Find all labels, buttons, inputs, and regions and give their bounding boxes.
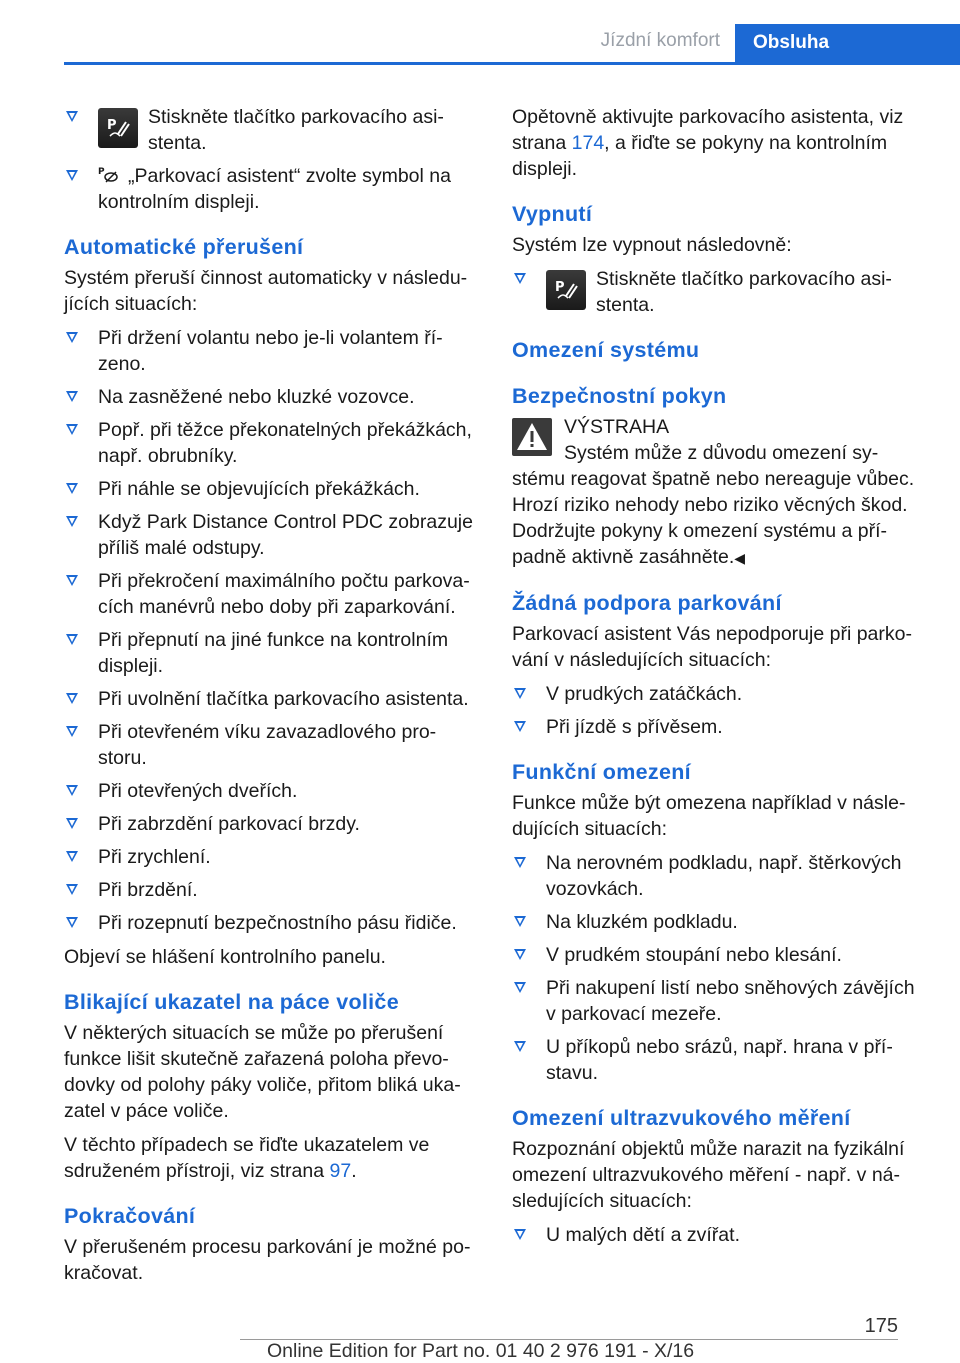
list-item — [64, 163, 482, 215]
paragraph: Parkovací asistent Vás nepodporuje při parko‐ vání v následujících situacích: — [512, 623, 912, 671]
list-triangle-icon — [66, 818, 78, 829]
heading-continuation: Pokračování — [64, 1204, 196, 1228]
text: . — [351, 1160, 357, 1182]
list-item-text: Při rozepnutí bezpečnostního pásu řidiče. — [98, 912, 457, 934]
list-triangle-icon — [66, 111, 78, 122]
list-triangle-icon — [66, 424, 78, 435]
warning-icon — [512, 418, 552, 456]
paragraph: Systém lze vypnout následovně: — [512, 234, 792, 256]
list-triangle-icon — [514, 721, 526, 732]
list-item-text: U malých dětí a zvířat. — [546, 1224, 740, 1246]
list-item-text: Při otevřeném víku zavazadlového pro‐ storu. — [98, 721, 437, 769]
list-triangle-icon — [514, 857, 526, 868]
list-triangle-icon — [66, 170, 78, 181]
list-triangle-icon — [66, 332, 78, 343]
list-item — [64, 910, 482, 936]
list-item — [64, 627, 482, 679]
list-triangle-icon — [66, 693, 78, 704]
functional-limits-list — [512, 850, 927, 1086]
heading-safety-note: Bezpečnostní pokyn — [512, 384, 727, 408]
heading-system-limits: Omezení systému — [512, 338, 700, 362]
list-item — [512, 266, 927, 318]
list-item — [64, 686, 482, 712]
warning-title: VÝSTRAHA — [564, 416, 670, 438]
edition-note: Online Edition for Part no. 01 40 2 976 191 - X/16 — [267, 1340, 695, 1362]
list-triangle-icon — [66, 391, 78, 402]
paragraph: Systém přeruší činnost automaticky v následu‐ jících situacích: — [64, 267, 468, 315]
list-item — [64, 719, 482, 771]
list-triangle-icon — [66, 851, 78, 862]
list-triangle-icon — [514, 1229, 526, 1240]
list-item-text: Při jízdě s přívěsem. — [546, 716, 723, 738]
switch-off-steps — [512, 266, 927, 318]
list-item-text: Popř. při těžce překonatelných překážkách, např. obrubníky. — [98, 419, 472, 467]
list-item — [512, 681, 927, 707]
list-triangle-icon — [66, 575, 78, 586]
list-item — [64, 476, 482, 502]
text: Systém může z důvodu omezení sy‐ stému reagovat špatně nebo nereaguje vůbec. Hrozí riziko nehody nebo riziko věcných škod. Dodržujte pokyny k omezení systému a pří‐ padně aktivně zasáhněte. — [512, 442, 915, 568]
svg-text:P: P — [98, 167, 105, 177]
list-item-text: Na zasněžené nebo kluzké vozovce. — [98, 386, 415, 408]
text: , a řiďte se pokyny na kontrolním displeji. — [512, 132, 888, 180]
activation-steps — [64, 104, 482, 215]
list-item-text: Na nerovném podkladu, např. štěrkových vozovkách. — [546, 852, 902, 900]
paragraph — [512, 104, 927, 182]
list-item-text: Při překročení maximálního počtu parkova‐ cích manévrů nebo doby při zaparkování. — [98, 570, 470, 618]
page-link-174[interactable]: 174 — [571, 132, 605, 154]
list-item — [64, 778, 482, 804]
list-item — [512, 850, 927, 902]
list-triangle-icon — [66, 884, 78, 895]
heading-automatic-interruption: Automatické přerušení — [64, 235, 304, 259]
left-column — [64, 104, 482, 1294]
warning-text — [512, 440, 927, 571]
list-item — [64, 844, 482, 870]
page-number: 175 — [864, 1315, 898, 1337]
ultrasonic-limits-list — [512, 1222, 927, 1248]
list-triangle-icon — [66, 726, 78, 737]
list-item — [64, 104, 482, 156]
list-triangle-icon — [514, 1041, 526, 1052]
list-triangle-icon — [514, 982, 526, 993]
list-item-text: Stiskněte tlačítko parkovacího asi‐ stenta. — [148, 106, 444, 154]
list-item-text: Při náhle se objevujících překážkách. — [98, 478, 420, 500]
right-column — [512, 104, 927, 1256]
list-item — [64, 877, 482, 903]
list-item — [512, 909, 927, 935]
warning-block — [512, 414, 927, 571]
list-item — [64, 568, 482, 620]
list-triangle-icon — [514, 949, 526, 960]
list-triangle-icon — [66, 516, 78, 527]
page-link-97[interactable]: 97 — [329, 1160, 352, 1182]
parking-button-icon — [98, 108, 138, 148]
list-triangle-icon — [66, 785, 78, 796]
list-item — [512, 975, 927, 1027]
list-item — [512, 1222, 927, 1248]
list-item-text: V prudkých zatáčkách. — [546, 683, 743, 705]
list-item-text: Při otevřených dveřích. — [98, 780, 298, 802]
svg-text:P: P — [107, 118, 117, 133]
paragraph: Funkce může být omezena například v násle‐ dujících situacích: — [512, 792, 906, 840]
list-triangle-icon — [66, 634, 78, 645]
list-item-text: Při zrychlení. — [98, 846, 211, 868]
list-item-text: Na kluzkém podkladu. — [546, 911, 738, 933]
list-item-text: „Parkovací asistent“ zvolte symbol na kontrolním displeji. — [98, 165, 451, 213]
no-support-list — [512, 681, 927, 740]
parking-assistant-symbol-icon — [98, 165, 120, 185]
paragraph — [64, 1132, 482, 1184]
text: V těchto případech se řiďte ukazatelem ve sdruženém přístroji, viz strana — [64, 1134, 430, 1182]
section-tab[interactable]: Jízdní komfort — [600, 30, 720, 51]
list-item-text: Při držení volantu nebo je-li volantem ří‐ zeno. — [98, 327, 443, 375]
paragraph: V některých situacích se může po přerušení funkce lišit skutečně zařazená poloha převo‐ dovky od polohy páky voliče, přitom bliká uka‐ zatel v páce voliče. — [64, 1022, 461, 1122]
list-item-text: Když Park Distance Control PDC zobrazuje příliš malé odstupy. — [98, 511, 473, 559]
svg-text:P: P — [555, 280, 565, 295]
list-triangle-icon — [514, 688, 526, 699]
end-mark: ◀ — [734, 550, 746, 566]
paragraph: Rozpoznání objektů může narazit na fyzikální omezení ultrazvukového měření - např. v ná‐ sledujících situacích: — [512, 1138, 905, 1212]
list-item-text: Při zabrzdění parkovací brzdy. — [98, 813, 360, 835]
list-triangle-icon — [66, 483, 78, 494]
list-item-text: Stiskněte tlačítko parkovacího asi‐ stenta. — [596, 268, 892, 316]
list-item-text: Při nakupení listí nebo sněhových závějích v parkovací mezeře. — [546, 977, 915, 1025]
list-item — [512, 1034, 927, 1086]
list-item-text: U příkopů nebo srázů, např. hrana v pří‐ stavu. — [546, 1036, 893, 1084]
page-header — [0, 24, 960, 62]
list-triangle-icon — [514, 273, 526, 284]
list-triangle-icon — [514, 916, 526, 927]
chapter-tab-active[interactable]: Obsluha — [735, 24, 960, 62]
list-item — [64, 384, 482, 410]
list-item-text: Při uvolnění tlačítka parkovacího asistenta. — [98, 688, 469, 710]
list-item — [512, 714, 927, 740]
list-item-text: Při brzdění. — [98, 879, 198, 901]
heading-blinking-indicator: Blikající ukazatel na páce voliče — [64, 990, 399, 1014]
list-item — [64, 509, 482, 561]
list-triangle-icon — [66, 917, 78, 928]
header-rule — [64, 62, 960, 65]
list-item — [64, 417, 482, 469]
parking-button-icon — [546, 270, 586, 310]
list-item — [64, 811, 482, 837]
list-item — [64, 325, 482, 377]
heading-no-parking-support: Žádná podpora parkování — [512, 591, 782, 615]
heading-switch-off: Vypnutí — [512, 202, 593, 226]
text: Opětovně aktivujte parkovacího asistenta, viz strana — [512, 106, 904, 154]
auto-interruption-list — [64, 325, 482, 936]
list-item-text: Při přepnutí na jiné funkce na kontrolním displeji. — [98, 629, 449, 677]
heading-ultrasonic-limits: Omezení ultrazvukového měření — [512, 1106, 851, 1130]
paragraph: Objeví se hlášení kontrolního panelu. — [64, 946, 386, 968]
list-item — [512, 942, 927, 968]
list-item-text: V prudkém stoupání nebo klesání. — [546, 944, 842, 966]
heading-functional-limits: Funkční omezení — [512, 760, 691, 784]
paragraph: V přerušeném procesu parkování je možné po‐ kračovat. — [64, 1236, 471, 1284]
